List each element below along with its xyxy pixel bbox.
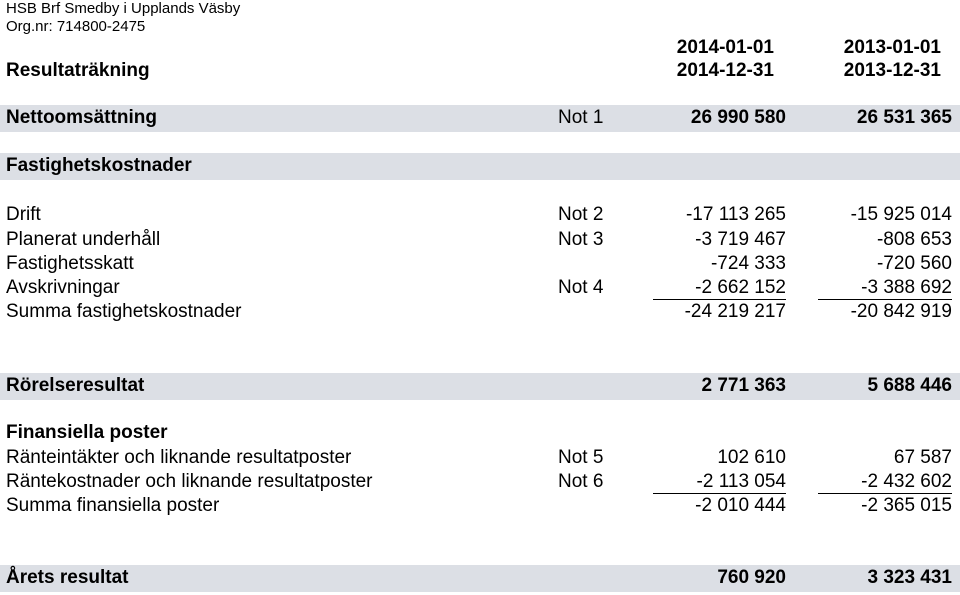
section-heading-label: Fastighetskostnader [6, 155, 192, 176]
period-2014-end: 2014-12-31 [676, 60, 774, 81]
row-value-2013: 3 323 431 [867, 567, 952, 588]
row-value-2014: 2 771 363 [701, 375, 786, 396]
row-label: Planerat underhåll [6, 229, 161, 250]
row-rorelseresultat [0, 374, 960, 398]
row-planerat-underhall [0, 228, 960, 252]
row-label: Rörelseresultat [6, 375, 145, 396]
row-note: Not 2 [558, 204, 604, 225]
row-value-2014: -724 333 [710, 253, 786, 274]
row-value-2013: -720 560 [876, 253, 952, 274]
row-nettoomsattning [0, 106, 960, 130]
row-value-2014: -2 113 054 [696, 471, 786, 492]
row-value-2014: 760 920 [717, 567, 786, 588]
row-fastighetsskatt [0, 252, 960, 276]
row-rantekostnader [0, 470, 960, 494]
row-label: Räntekostnader och liknande resultatposter [6, 471, 373, 492]
row-value-2013: -2 432 602 [861, 471, 952, 492]
period-2013-start: 2013-01-01 [843, 37, 941, 58]
row-note: Not 3 [558, 229, 604, 250]
row-value-2013: 26 531 365 [856, 107, 952, 128]
row-drift [0, 203, 960, 227]
organization-name: HSB Brf Smedby i Upplands Väsby [6, 0, 241, 17]
period-2014-start: 2014-01-01 [676, 37, 774, 58]
row-avskrivningar [0, 276, 960, 300]
row-value-2013: 67 587 [893, 447, 952, 468]
row-note: Not 6 [558, 471, 604, 492]
row-arets-resultat [0, 566, 960, 590]
row-label: Fastighetsskatt [6, 253, 134, 274]
row-label: Summa fastighetskostnader [6, 301, 242, 322]
row-value-2014: -24 219 217 [684, 301, 786, 322]
row-label: Ränteintäkter och liknande resultatposter [6, 447, 352, 468]
row-label: Årets resultat [6, 567, 129, 588]
period-2013-end: 2013-12-31 [843, 60, 941, 81]
row-value-2014: 102 610 [717, 447, 786, 468]
row-label: Drift [6, 204, 41, 225]
row-value-2014: 26 990 580 [690, 107, 786, 128]
row-value-2013: -15 925 014 [850, 204, 952, 225]
row-value-2013: -808 653 [876, 229, 952, 250]
row-value-2014: -3 719 467 [695, 229, 786, 250]
row-summa-finansiella-poster [0, 494, 960, 518]
row-label: Nettoomsättning [6, 107, 157, 128]
row-label: Avskrivningar [6, 277, 120, 298]
row-value-2014: -2 662 152 [695, 277, 786, 298]
row-note: Not 5 [558, 447, 604, 468]
row-value-2013: -3 388 692 [861, 277, 952, 298]
page-title: Resultaträkning [6, 60, 150, 81]
row-note: Not 4 [558, 277, 604, 298]
row-value-2014: -2 010 444 [695, 495, 786, 516]
row-label: Summa finansiella poster [6, 495, 220, 516]
section-heading-label: Finansiella poster [6, 422, 168, 443]
row-ranteintakter [0, 446, 960, 470]
row-value-2014: -17 113 265 [685, 204, 786, 225]
row-summa-fastighetskostnader [0, 300, 960, 324]
row-note: Not 1 [558, 107, 604, 128]
organization-number: Org.nr: 714800-2475 [6, 18, 146, 35]
row-value-2013: 5 688 446 [867, 375, 952, 396]
row-value-2013: -2 365 015 [861, 495, 952, 516]
row-value-2013: -20 842 919 [850, 301, 952, 322]
section-heading-finansiella-poster [0, 421, 960, 445]
section-heading-fastighetskostnader [0, 154, 960, 178]
